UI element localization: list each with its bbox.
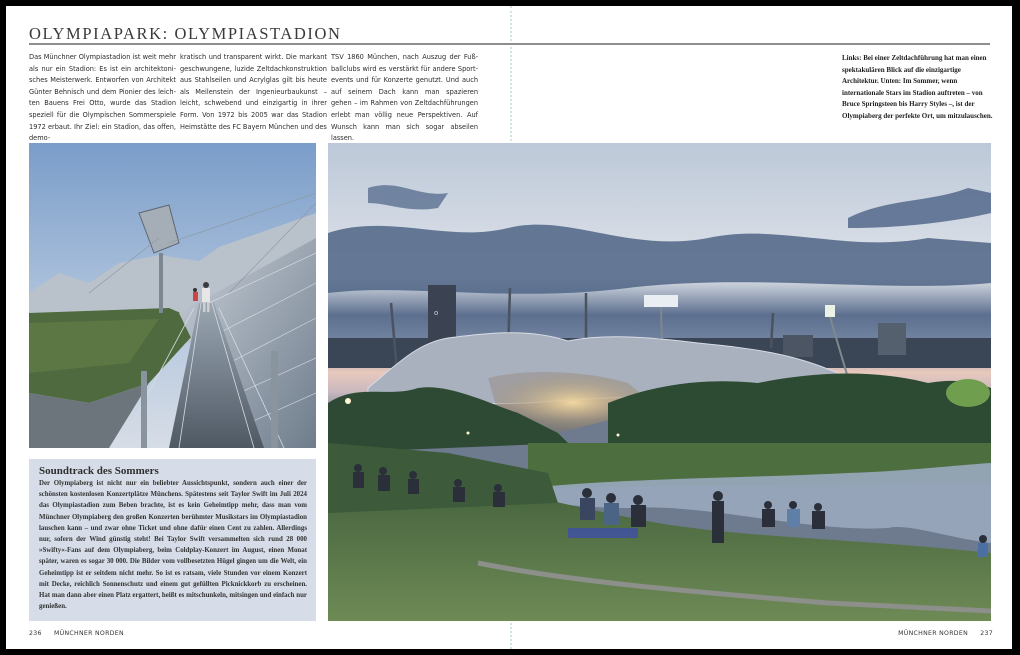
box-title: Soundtrack des Sommers [39,465,159,477]
soundtrack-info-box [29,459,316,621]
roof-walkway-photo [29,143,316,448]
footer-left [29,630,124,637]
page-number-right: 237 [980,630,993,637]
page-title: OLYMPIAPARK: OLYMPIASTADION [29,24,342,43]
photo-caption: Links: Bei einer Zeltdachführung hat man einen spektakulären Blick auf die einzigartige Architektur. Unten: Im Sommer, wenn internationale Stars im Stadion auftreten – von Bruce Springsteen bis Harry Styles –, ist der Olympiaberg der perfekte Ort, um mitzulauschen. [842,54,993,120]
roof-walkway-illustration [29,143,316,448]
page-number-left: 236 [29,630,42,637]
body-column-1: Das Münchner Olympiastadion ist weit mehr als nur ein Stadion: Es ist ein architektonisches Meisterwerk. Entworfen von Architekt Günter Behnisch und dem Pionier des leichten Bauens Frei Otto, wurde das Stadion speziell für die Olympischen Sommerspiele 1972 erbaut. Ihr Ziel: ein Stadion, das offen, demo- [29,53,176,143]
body-column-2: kratisch und transparent wirkt. Die markant geschwungene, luzide Zeltdachkonstruktion aus Stahlseilen und Acrylglas gilt bis heute als Meilenstein der Ingenieurbaukunst – leicht, schwebend und einzigartig in ihrer Form. Von 1972 bis 2005 war das Stadion Heimstätte des FC Bayern München und des [180,53,327,131]
footer-right [898,630,993,637]
section-name-right: MÜNCHNER NORDEN [898,630,968,637]
book-spread [6,6,1012,649]
tower-logo: o [434,309,439,317]
section-name-left: MÜNCHNER NORDEN [54,630,124,637]
title-rule [29,43,990,45]
olympiaberg-dusk-photo [328,143,991,621]
box-text: Der Olympiaberg ist nicht nur ein beliebter Aussichtspunkt, sondern auch einer der schönsten kostenlosen Konzertplätze Münchens. Spätestens seit Taylor Swift im Juli 2024 das Olympiastadion zum Beben brachte, ist es kein Geheimtipp mehr, dass man vom Münchner Olympiaberg den großen Konzerten berühmter Musikstars im Olympiastadion lauschen kann – und zwar ohne Ticket und ohne dafür einen Cent zu zahlen. Allerdings nur, sofern der Wind günstig steht! Bei Taylor Swift versammelten sich rund 28 000 »Swifty«-Fans auf dem Olympiaberg, beim Coldplay-Konzert im August, einen Monat später, waren es sogar 30 000. Die Bilder vom vollbesetzten Hügel gingen um die Welt, ein Geheimtipp ist er seitdem nicht mehr. So ist es ratsam, viele Stunden vor einem Konzert mit Decke, reichlich Sonnenschutz und einem gut gefüllten Picknickkorb zu erscheinen. Hat man dann aber einen Platz ergattert, heißt es mitschunkeln, mitsingen und einfach nur genießen. [39,480,307,611]
stadium-dusk-illustration [328,143,991,621]
body-column-3: TSV 1860 München, nach Auszug der Fußballclubs wird es verstärkt für andere Sportevents und für Konzerte genutzt. Und auch auf seinem Dach kann man spazieren gehen – im Rahmen von Zeltdachführungen erlebt man völlig neue Perspektiven. Auf Wunsch kann man sich sogar abseilen lassen. [331,53,478,143]
